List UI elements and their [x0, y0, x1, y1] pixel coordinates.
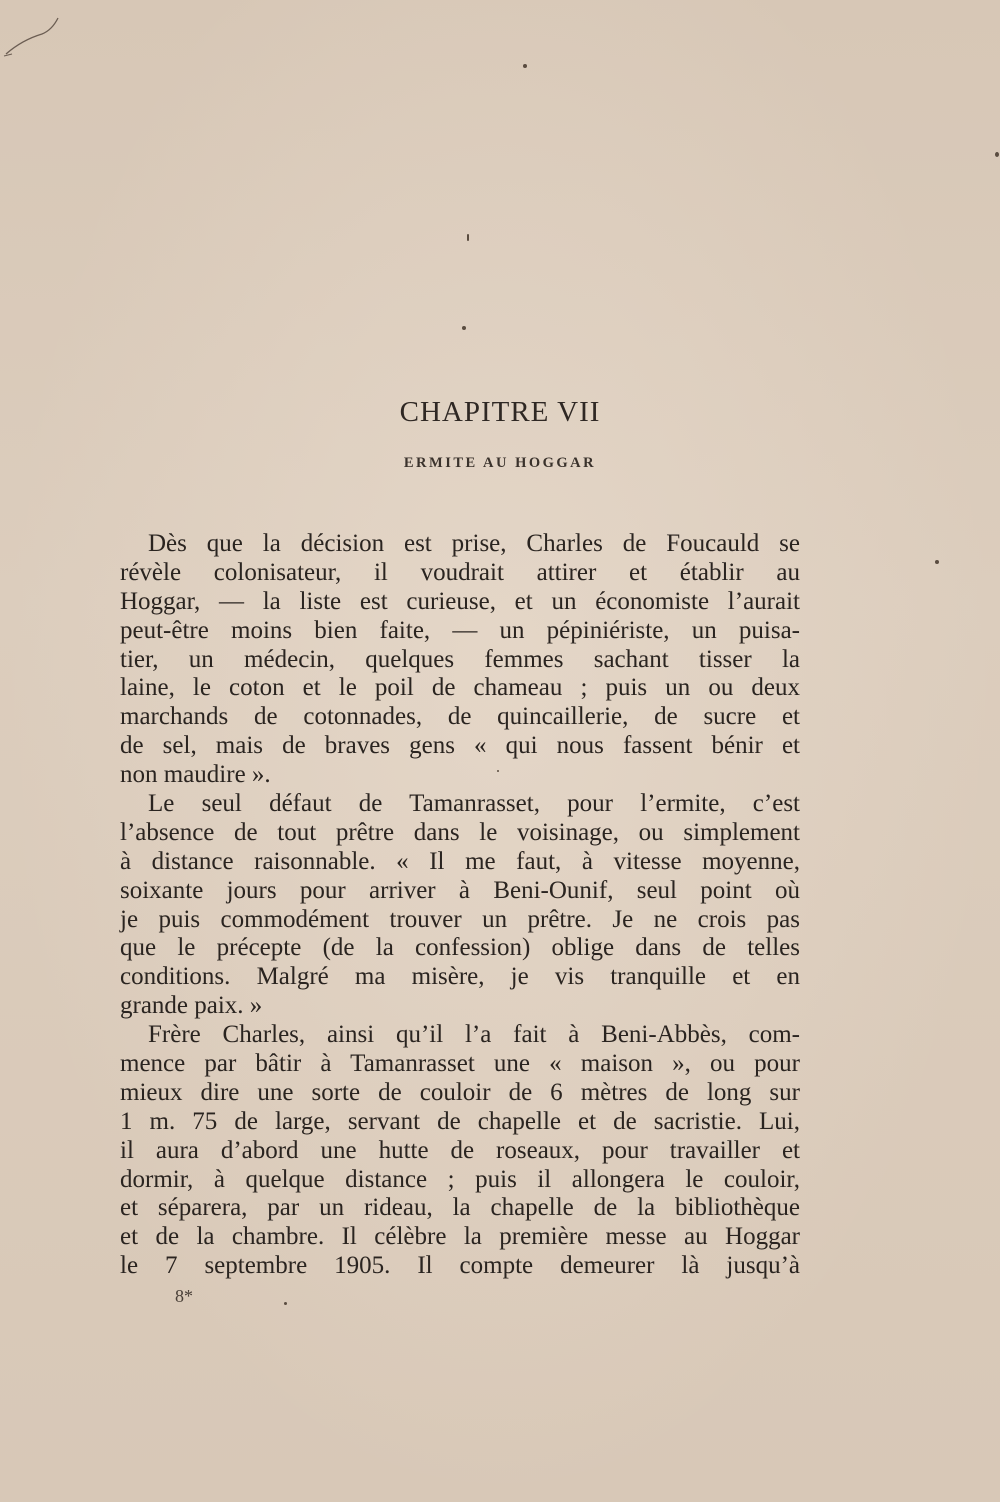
pencil-mark-icon — [2, 10, 62, 60]
text-line: l’absence de tout prêtre dans le voisinage, ou simplement — [120, 818, 800, 846]
text-line: soixante jours pour arriver à Beni-Ounif, seul point où — [120, 876, 800, 904]
text-line: peut-être moins bien faite, — un pépiniériste, un puisa- — [120, 616, 800, 644]
text-line: Le seul défaut de Tamanrasset, pour l’ermite, c’est — [148, 790, 800, 818]
text-line: Hoggar, — la liste est curieuse, et un économiste l’aurait — [120, 587, 800, 615]
text-line: tier, un médecin, quelques femmes sachant tisser la — [120, 645, 800, 673]
chapter-subtitle: ERMITE AU HOGGAR — [403, 455, 597, 471]
signature-mark: 8* — [175, 1286, 193, 1306]
text-line: conditions. Malgré ma misère, je vis tranquille et en — [120, 963, 800, 991]
paper-speck — [995, 152, 999, 157]
text-line: je puis commodément trouver un prêtre. Je ne crois pas — [120, 905, 800, 933]
text-line: le 7 septembre 1905. Il compte demeurer là jusqu’à — [120, 1252, 800, 1280]
text-line: et de la chambre. Il célèbre la première messe au Hoggar — [120, 1223, 800, 1251]
text-line: dormir, à quelque distance ; puis il allongera le couloir, — [120, 1165, 800, 1193]
text-line: 1 m. 75 de large, servant de chapelle et de sacristie. Lui, — [120, 1107, 800, 1135]
text-line: mence par bâtir à Tamanrasset une « maison », ou pour — [120, 1050, 800, 1078]
text-line: laine, le coton et le poil de chameau ; puis un ou deux — [120, 674, 800, 702]
text-line: révèle colonisateur, il voudrait attirer et établir au — [120, 558, 800, 586]
paper-speck — [523, 64, 527, 68]
text-line: non maudire ». — [120, 761, 271, 789]
text-line: il aura d’abord une hutte de roseaux, pour travailler et — [120, 1136, 800, 1164]
text-line: que le précepte (de la confession) oblige dans de telles — [120, 934, 800, 962]
text-line: mieux dire une sorte de couloir de 6 mètres de long sur — [120, 1078, 800, 1106]
text-line: Frère Charles, ainsi qu’il l’a fait à Beni-Abbès, com- — [148, 1021, 800, 1049]
body-text — [120, 530, 800, 1281]
text-line: grande paix. » — [120, 992, 263, 1020]
text-line: marchands de cotonnades, de quincaillerie, de sucre et — [120, 703, 800, 731]
text-line: à distance raisonnable. « Il me faut, à vitesse moyenne, — [120, 847, 800, 875]
text-line: Dès que la décision est prise, Charles de Foucauld se — [148, 530, 800, 557]
paper-speck — [462, 326, 466, 330]
text-line: de sel, mais de braves gens « qui nous fassent bénir et — [120, 732, 800, 760]
paper-speck — [467, 234, 469, 241]
paper-speck — [284, 1302, 287, 1305]
text-line: et séparera, par un rideau, la chapelle de la bibliothèque — [120, 1194, 800, 1222]
paper-speck — [935, 560, 939, 564]
chapter-title: CHAPITRE VII — [399, 396, 601, 428]
